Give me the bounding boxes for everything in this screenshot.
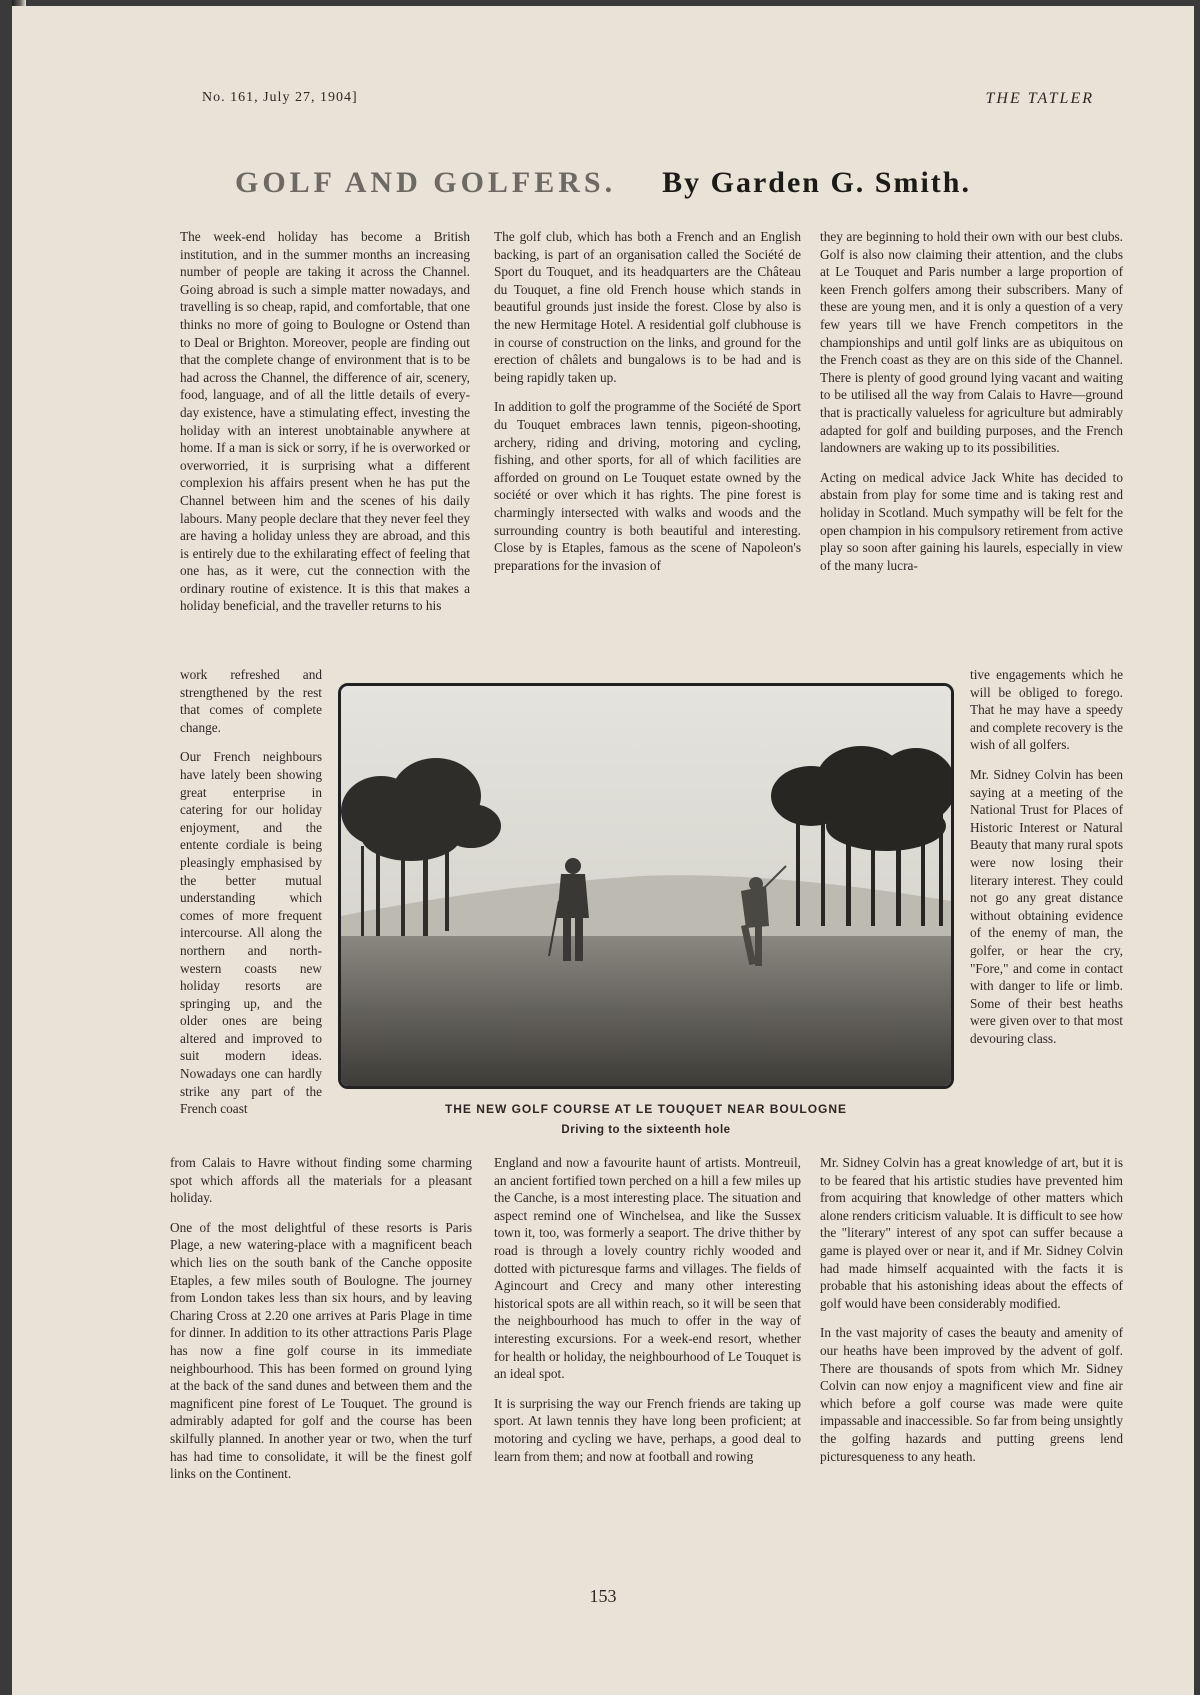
paragraph: In addition to golf the programme of the Société de Sport du Touquet embraces lawn tennis, pigeon-shooting, archery, riding and driving, motoring and cycling, fishing, and other sports, for all of which facilities are afforded on ground on Le Touquet estate owned by the société or over which it has rights. The pine forest is charmingly intersected with walks and woods and the surrounding country is both beautiful and interesting. Close by is Etaples, famous as the scene of Napoleon's preparations for the invasion of bbox=[494, 399, 801, 573]
paragraph: they are beginning to hold their own with our best clubs. Golf is also now claiming their attention, and the clubs at Le Touquet and Paris number a large proportion of keen French golfers among their subscribers. Many of these are young men, and it is only a question of a very few years till we have French competitors in the championships and until golf links are as ubiquitous on the French coast as they are on this side of the Channel. There is plenty of good ground lying vacant and waiting to be utilised all the way from Calais to Havre—ground that is practically valueless for agriculture but admirably adapted for golf and building purposes, and the French landowners are waking up to its possibilities. bbox=[820, 229, 1123, 456]
column-1-bottom bbox=[170, 1154, 472, 1495]
paragraph: Mr. Sidney Colvin has been saying at a meeting of the National Trust for Places of Historic Interest or Natural Beauty that many rural spots were now losing their literary interest. They could not go any great distance without obtaining evidence of the enemy of man, the golfer, or hear the cry, "Fore," and come in contact with danger to life or limb. Some of their best heaths were given over to that most devouring class. bbox=[970, 766, 1123, 1046]
title-main: GOLF AND GOLFERS. bbox=[235, 166, 617, 199]
column-3-top bbox=[820, 228, 1123, 586]
photo-illustration bbox=[341, 686, 951, 1086]
paragraph: One of the most delightful of these resorts is Paris Plage, a new watering-place with a magnificent beach which lies on the south bank of the Canche opposite Etaples, a few miles south of Boulogne. The journey from London takes less than six hours, and by leaving Charing Cross at 2.20 one arrives at Paris Plage in time for dinner. In addition to its other attractions Paris Plage has now a fine golf course in its immediate neighbourhood. This has been formed on ground lying at the back of the sand dunes and between them and the magnificent pine forest of Le Touquet. The ground is admirably adapted for golf and the course has been skilfully planned. In another year or two, when the turf has had time to consolidate, it will be the finest golf links on the Continent. bbox=[170, 1219, 472, 1482]
paragraph: Mr. Sidney Colvin has a great knowledge of art, but it is to be feared that his artistic studies have prevented him from acquiring that knowledge of other matters which alone renders criticism valuable. It is difficult to see how the "literary" interest of any spot can suffer because a game is played over or near it, and if Mr. Sidney Colvin had made himself acquainted with the facts it is probable that his astonishing ideas about the effects of golf would have been considerably modified. bbox=[820, 1155, 1123, 1311]
photo-caption: THE NEW GOLF COURSE AT LE TOUQUET NEAR BOULOGNE bbox=[444, 1102, 848, 1116]
paragraph: Our French neighbours have lately been showing great enterprise in catering for our holiday enjoyment, and the entente cordiale is being pleasingly emphasised by the better mutual understanding which comes of more frequent intercourse. All along the northern and north-western coasts new holiday resorts are springing up, and the older ones are being altered and improved to suit modern ideas. Nowadays one can hardly strike any part of the French coast bbox=[180, 749, 322, 1117]
column-1-wrap bbox=[180, 666, 322, 1130]
column-3-bottom bbox=[820, 1154, 1123, 1477]
magazine-page bbox=[12, 6, 1194, 1695]
paragraph: The golf club, which has both a French and an English backing, is part of an organisation called the Société de Sport du Touquet, and its headquarters are the Château du Touquet, a fine old French house which stands in beautiful grounds just inside the forest. Close by also is the new Hermitage Hotel. A residential golf clubhouse is in course of construction on the links, and ground for the erection of châlets and bungalows is to be had and is being rapidly taken up. bbox=[494, 229, 801, 385]
photo-subcaption: Driving to the sixteenth hole bbox=[561, 1124, 731, 1136]
magazine-name: THE TATLER bbox=[985, 90, 1094, 107]
column-3-wrap bbox=[970, 666, 1123, 1059]
paragraph: from Calais to Havre without finding some charming spot which affords all the materials for a pleasant holiday. bbox=[170, 1155, 472, 1206]
column-2-bottom bbox=[494, 1154, 801, 1477]
paragraph: In the vast majority of cases the beauty and amenity of our heaths have been improved by the advent of golf. There are thousands of spots from which Mr. Sidney Colvin can now enjoy a magnificent view and fine air which before a golf course was made were quite impassable and inaccessible. So far from being unsightly the golfing hazards and putting greens lend picturesqueness to any heath. bbox=[820, 1325, 1123, 1464]
paragraph: tive engagements which he will be obliged to forego. That he may have a speedy and complete recovery is the wish of all golfers. bbox=[970, 667, 1123, 753]
paragraph: It is surprising the way our French friends are taking up sport. At lawn tennis they have long been proficient; at motoring and cycling we have, perhaps, a good deal to learn from them; and now at football and rowing bbox=[494, 1395, 801, 1464]
column-1-top bbox=[180, 228, 470, 627]
issue-header: No. 161, July 27, 1904] bbox=[202, 90, 358, 105]
page-number: 153 bbox=[589, 1586, 617, 1606]
paragraph: The week-end holiday has become a British institution, and in the summer months an increasing number of people are taking it across the Channel. Going abroad is such a simple matter nowadays, and travelling is so cheap, rapid, and comfortable, that one thinks no more of going to Boulogne or Ostend than to Deal or Brighton. Moreover, people are finding out that the complete change of environment that is to be had across the Channel, the difference of air, scenery, food, language, and of all the little details of every-day existence, have a stimulating effect, investing the holiday with an interest unobtainable anywhere at home. If a man is sick or sorry, if he is overworked or overworried, it is surprising what a different complexion his affairs present when he has put the Channel between him and the scenes of his daily labours. Many people declare that they never feel they are having a holiday unless they are abroad, and this is entirely due to the exhilarating effect of feeling that one has, as it were, cut the connection with the ordinary routine of existence. It is this that makes a holiday beneficial, and the traveller returns to his bbox=[180, 229, 470, 614]
paragraph: work refreshed and strengthened by the rest that comes of complete change. bbox=[180, 667, 322, 735]
paragraph: England and now a favourite haunt of artists. Montreuil, an ancient fortified town perched on a hill a few miles up the Canche, is a most interesting place. The situation and aspect remind one of Winchelsea, and like the Sussex town it, too, was formerly a seaport. The drive thither by road is through a lovely country richly wooded and dotted with picturesque farms and villages. The fields of Agincourt and Crecy and many other interesting historical spots are all within reach, so it will be seen that the neighbourhood has much to offer in the way of interesting excursions. For a week-end resort, whether for health or holiday, the neighbourhood of Le Touquet is an ideal spot. bbox=[494, 1155, 801, 1382]
golf-course-photo bbox=[338, 683, 954, 1089]
column-2-top bbox=[494, 228, 801, 586]
paragraph: Acting on medical advice Jack White has decided to abstain from play for some time and is taking rest and holiday in Scotland. Much sympathy will be felt for the open champion in his compulsory retirement from active play so soon after gaining his laurels, especially in view of the many lucra- bbox=[820, 469, 1123, 573]
article-title bbox=[12, 166, 1194, 200]
title-byline: By Garden G. Smith. bbox=[662, 166, 971, 199]
